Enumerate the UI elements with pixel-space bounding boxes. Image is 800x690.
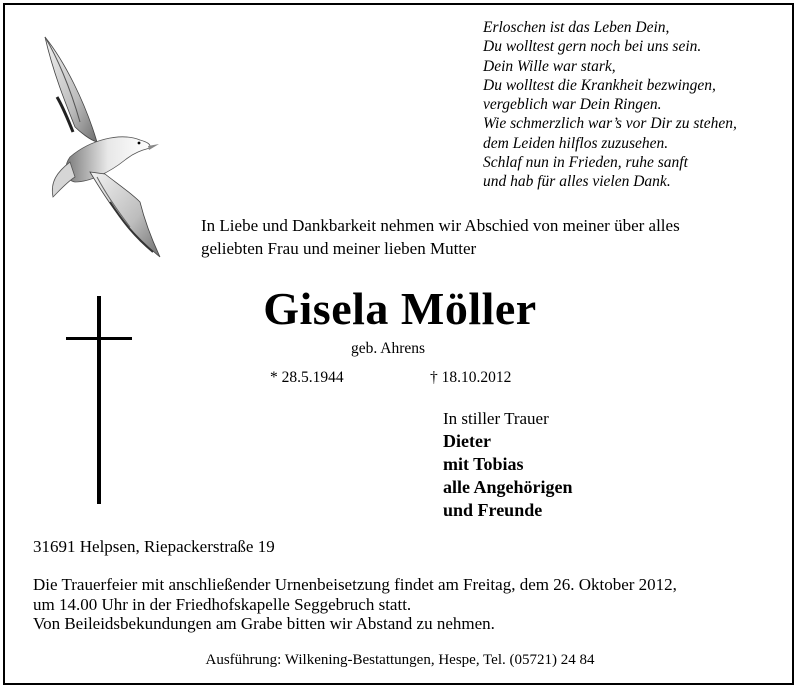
poem-line: Du wolltest die Krankheit bezwingen, [483,76,716,94]
poem-line: Erloschen ist das Leben Dein, [483,19,670,36]
poem-line: dem Leiden hilflos zuzusehen. [483,134,669,152]
cross-icon [66,296,132,504]
intro-text [201,214,781,260]
poem-line: Dein Wille war stark, [483,57,616,75]
mourner-name: Dieter [443,431,491,451]
poem-line: Schlaf nun in Frieden, ruhe sanft [483,154,688,172]
mourner-name: alle Angehörigen [443,477,573,497]
seagull-image [35,32,170,262]
deceased-name: Gisela Möller [263,283,537,334]
poem-line: und hab für alles vielen Dank. [483,173,671,191]
maiden-name: geb. Ahrens [351,340,426,357]
death-date: † 18.10.2012 [430,369,512,386]
funeral-notice [33,575,677,634]
intro-line: geliebten Frau und meiner lieben Mutter [201,239,477,258]
birth-date: * 28.5.1944 [270,369,344,386]
notice-line: um 14.00 Uhr in der Friedhofskapelle Seggebruch statt. [33,594,412,614]
mourners-heading: In stiller Trauer [443,409,549,428]
notice-line: Von Beileidsbekundungen am Grabe bitten wir Abstand zu nehmen. [33,614,495,633]
poem [483,18,783,192]
undertaker-footer: Ausführung: Wilkening-Bestattungen, Hespe, Tel. (05721) 24 84 [205,652,595,668]
mourner-name: mit Tobias [443,454,524,474]
notice-line: Die Trauerfeier mit anschließender Urnenbeisetzung findet am Freitag, dem 26. Oktober 2012, [33,575,677,594]
poem-line: vergeblich war Dein Ringen. [483,96,662,114]
poem-line: Du wolltest gern noch bei uns sein. [483,38,702,56]
mourner-name: und Freunde [443,500,543,520]
address: 31691 Helpsen, Riepackerstraße 19 [33,537,275,556]
mourners-block [443,407,573,522]
intro-line: In Liebe und Dankbarkeit nehmen wir Abschied von meiner über alles [201,216,680,235]
poem-line: Wie schmerzlich war’s vor Dir zu stehen, [483,115,737,133]
